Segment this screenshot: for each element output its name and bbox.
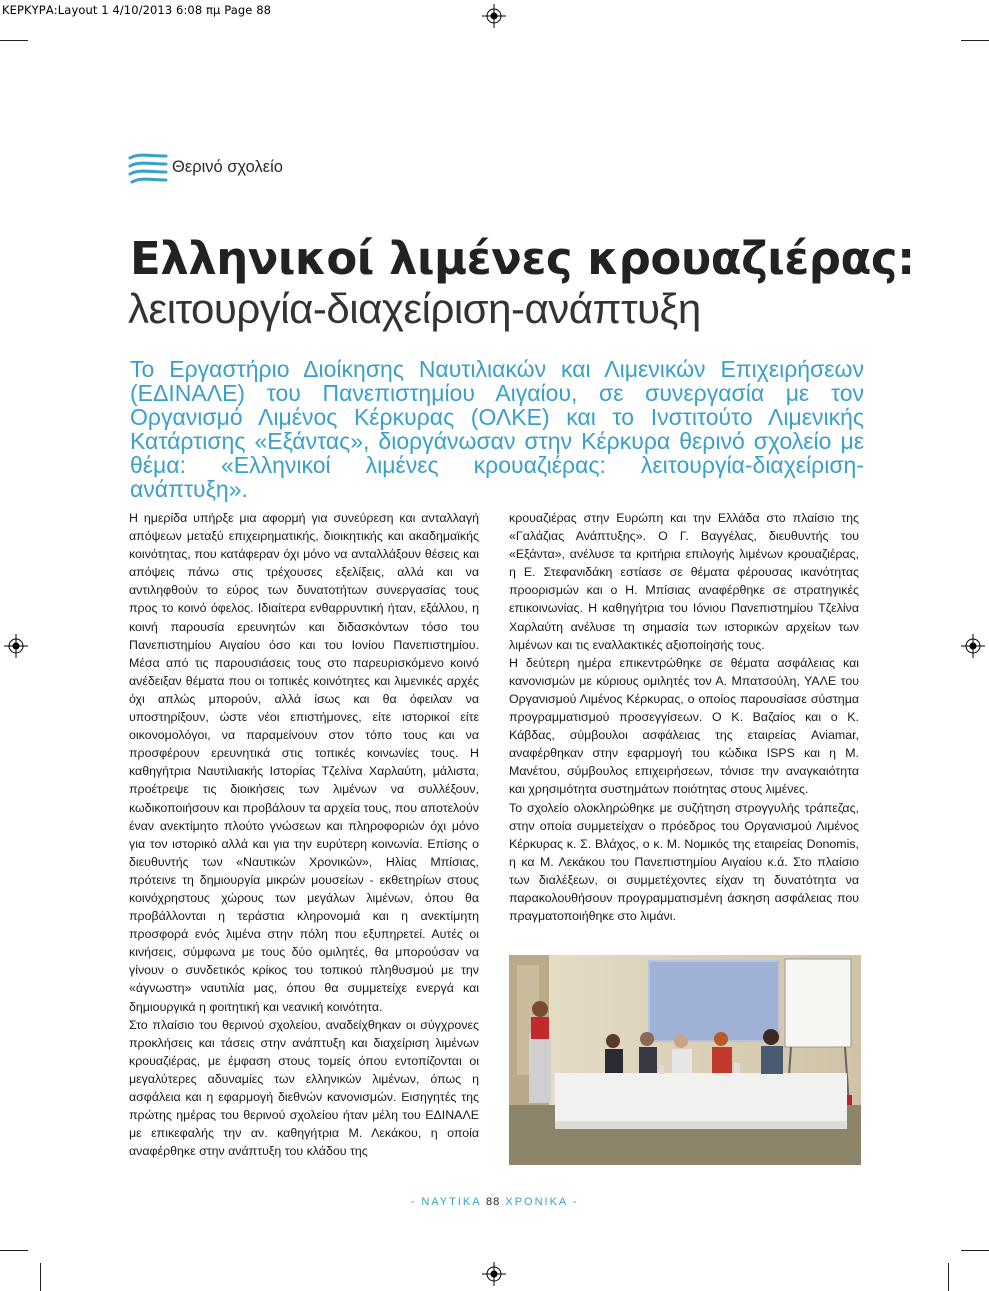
registration-mark-icon: [961, 634, 985, 658]
crop-mark-top-right-h: [961, 40, 989, 41]
crop-mark-bottom-right-v: [948, 1263, 949, 1291]
waves-icon: [128, 150, 168, 192]
conference-photo-illustration: [509, 955, 861, 1165]
article-title: Ελληνικοί λιμένες κρουαζιέρας:: [130, 232, 915, 285]
article-lead: Το Εργαστήριο Διοίκησης Ναυτιλιακών και Λιμενικών Επιχειρήσεων (ΕΔΙΝΑΛΕ) του Πανεπιστημίου Αιγαίου, σε συνεργασία με τον Οργανισμό Λιμένος Κέρκυρας (ΟΛΚΕ) και το Ινστιτούτο Λιμενικής Κατάρτισης «Εξάντας», διοργάνωσαν στην Κέρκυρα θερινό σχολείο με θέμα: «Ελληνικοί λιμένες κρουαζιέρας: λειτουργία-διαχείριση-ανάπτυξη».: [130, 356, 864, 502]
page-footer: [0, 1196, 989, 1208]
crop-mark-bottom-right-h: [961, 1250, 989, 1251]
page-number: 88: [486, 1196, 501, 1208]
print-slug: ΚΕΡΚΥΡΑ:Layout 1 4/10/2013 6:08 πμ Page 88: [2, 3, 272, 17]
article-subtitle: λειτουργία-διαχείριση-ανάπτυξη: [128, 285, 701, 332]
paragraph: Στο πλαίσιο του θερινού σχολείου, αναδείχθηκαν οι σύγχρονες προκλήσεις και τάσεις στην ανάπτυξη και διαχείριση λιμένων κρουαζιέρας, με έμφαση στους τομείς όπου εντοπίζονται οι μεγαλύτερες αδυναμίες των ελληνικών λιμένων, όπως η ασφάλεια και η εφαρμογή διεθνών κανονισμών. Εισηγητές της πρώτης ημέρας του θερινού σχολείου ήταν μέλη του ΕΔΙΝΑΛΕ με επικεφαλής την αν. καθηγήτρια Μ. Λεκάκου, η οποία αναφέρθηκε στην ανάπτυξη του κλάδου της: [129, 1017, 479, 1159]
paragraph: Η δεύτερη ημέρα επικεντρώθηκε σε θέματα ασφάλειας και κανονισμών με κύριους ομιλητές τον Α. Μπατσούλη, ΥΑΛΕ του Οργανισμού Λιμένος Κέρκυρας, ο οποίος παρουσίασε σύστημα προγραμματισμού προσεγγίσεων. Ο Κ. Βαζαίος και ο Κ. Κάβδας, σύμβουλοι ασφάλειας της εταιρείας Aviamar, αναφέρθηκαν στην εφαρμογή του κώδικα ISPS και η Μ. Μανέτου, σύμβουλος επιχειρήσεων, τόνισε την αναγκαιότητα και χρησιμότητα συστημάτων ποιότητας στους λιμένες.: [509, 655, 859, 797]
conference-photo: [509, 955, 861, 1165]
footer-left: - ΝΑΥΤΙΚΑ: [410, 1196, 487, 1208]
paragraph: Η ημερίδα υπήρξε μια αφορμή για συνεύρεση και ανταλλαγή απόψεων μεταξύ επιχειρηματικής, διοικητικής και ακαδημαϊκής κοινότητας, που κατάφεραν όχι μόνο να ανταλλάξουν θέσεις και απόψεις πάνω στις τρέχουσες εξελίξεις, αλλά και να αντιληφθούν το εύρος των δυνατοτήτων συνεργασίας τους προς το κοινό όφελος. Ιδιαίτερα ενθαρρυντική ήταν, εξάλλου, η κοινή παρουσία ερευνητών και διδασκόντων τόσο του Πανεπιστημίου Αιγαίου όσο και του Ιονίου Πανεπιστημίου. Μέσα από τις παρουσιάσεις τους στο παρευρισκόμενο κοινό ανέδειξαν θέματα που οι τοπικές κοινότητες και λιμενικές αρχές όχι απλώς μπορούν, αλλά ίσως και θα όφειλαν να υποστηρίξουν, ώστε νέοι επιστήμονες, είτε ιστορικοί είτε οικονομολόγοι, να παραμείνουν στον τόπο τους και να προσφέρουν ερευνητικά στις τοπικές κοινωνίες τους. Η καθηγήτρια Ναυτιλιακής Ιστορίας Τζελίνα Χαρλαύτη, μάλιστα, προέτρεψε τις διοικήσεις των λιμένων να συλλέξουν, κωδικοποιήσουν και προβάλουν τα αρχεία τους, που αποτελούν έναν ανεκτίμητο πλούτο γνώσεων και πληροφοριών όχι μόνο για τον ιστορικό αλλά και για την ευρύτερη κοινωνία. Επίσης ο διευθυντής των «Ναυτικών Χρονικών», Ηλίας Μπίσιας, πρότεινε τη δημιουργία μικρών μουσείων - εκθετηρίων στους κοινόχρηστους χώρους των μεγάλων λιμένων, όπου θα προβάλλονται η τεράστια κληρονομιά και η ανεκτίμητη προσφορά ενός λιμένα στην πόλη που εξυπηρετεί. Αυτές οι κινήσεις, σύμφωνα με τους δύο ομιλητές, θα μπορούσαν να γίνουν ο συνδετικός κρίκος του τοπικού πληθυσμού με την «άγνωστη» ναυτιλία μας, όπου θα συμμετείχε ενεργά και δημιουργικά η φοιτητική και νεανική κοινότητα.: [129, 511, 479, 1014]
crop-mark-top-left-h: [0, 40, 28, 41]
body-column-left: [129, 509, 479, 1160]
footer-right: ΧΡΟΝΙΚΑ -: [500, 1196, 579, 1208]
registration-mark-icon: [4, 634, 28, 658]
paragraph: κρουαζιέρας στην Ευρώπη και την Ελλάδα στο πλαίσιο της «Γαλάζιας Ανάπτυξης». Ο Γ. Βαγγέλας, διευθυντής του «Εξάντα», ανέλυσε τα κριτήρια επιλογής λιμένων κρουαζιέρας, η Ε. Στεφανιδάκη εστίασε σε θέματα φέρουσας ικανότητας προορισμών και ο Η. Μπίσιας αναφέρθηκε σε στρατηγικές επικοινωνίας. Η καθηγήτρια του Ιόνιου Πανεπιστημίου Τζελίνα Χαρλαύτη ανέλυσε τη σημασία των ιστορικών αρχείων των λιμένων και τις εναλλακτικές αξιοποίησής τους.: [509, 511, 859, 652]
registration-mark-icon: [482, 1262, 506, 1286]
section-label: Θερινό σχολείο: [172, 158, 283, 176]
body-column-right: [509, 509, 859, 925]
crop-mark-bottom-left-h: [0, 1250, 28, 1251]
section-tag: [128, 150, 388, 192]
paragraph: Το σχολείο ολοκληρώθηκε με συζήτηση στρογγυλής τράπεζας, στην οποία συμμετείχαν ο πρόεδρος του Οργανισμού Λιμένος Κέρκυρας κ. Σ. Βλάχος, ο κ. Μ. Νομικός της εταιρείας Donomis, η κα Μ. Λεκάκου του Πανεπιστημίου Αιγαίου κ.ά. Στο πλαίσιο των διαλέξεων, οι συμμετέχοντες είχαν τη δυνατότητα να παρακολουθήσουν προγραμματισμένη άσκηση ασφάλειας που πραγματοποιήθηκε στο λιμάνι.: [509, 800, 859, 924]
registration-mark-icon: [482, 4, 506, 28]
crop-mark-bottom-left-v: [40, 1263, 41, 1291]
